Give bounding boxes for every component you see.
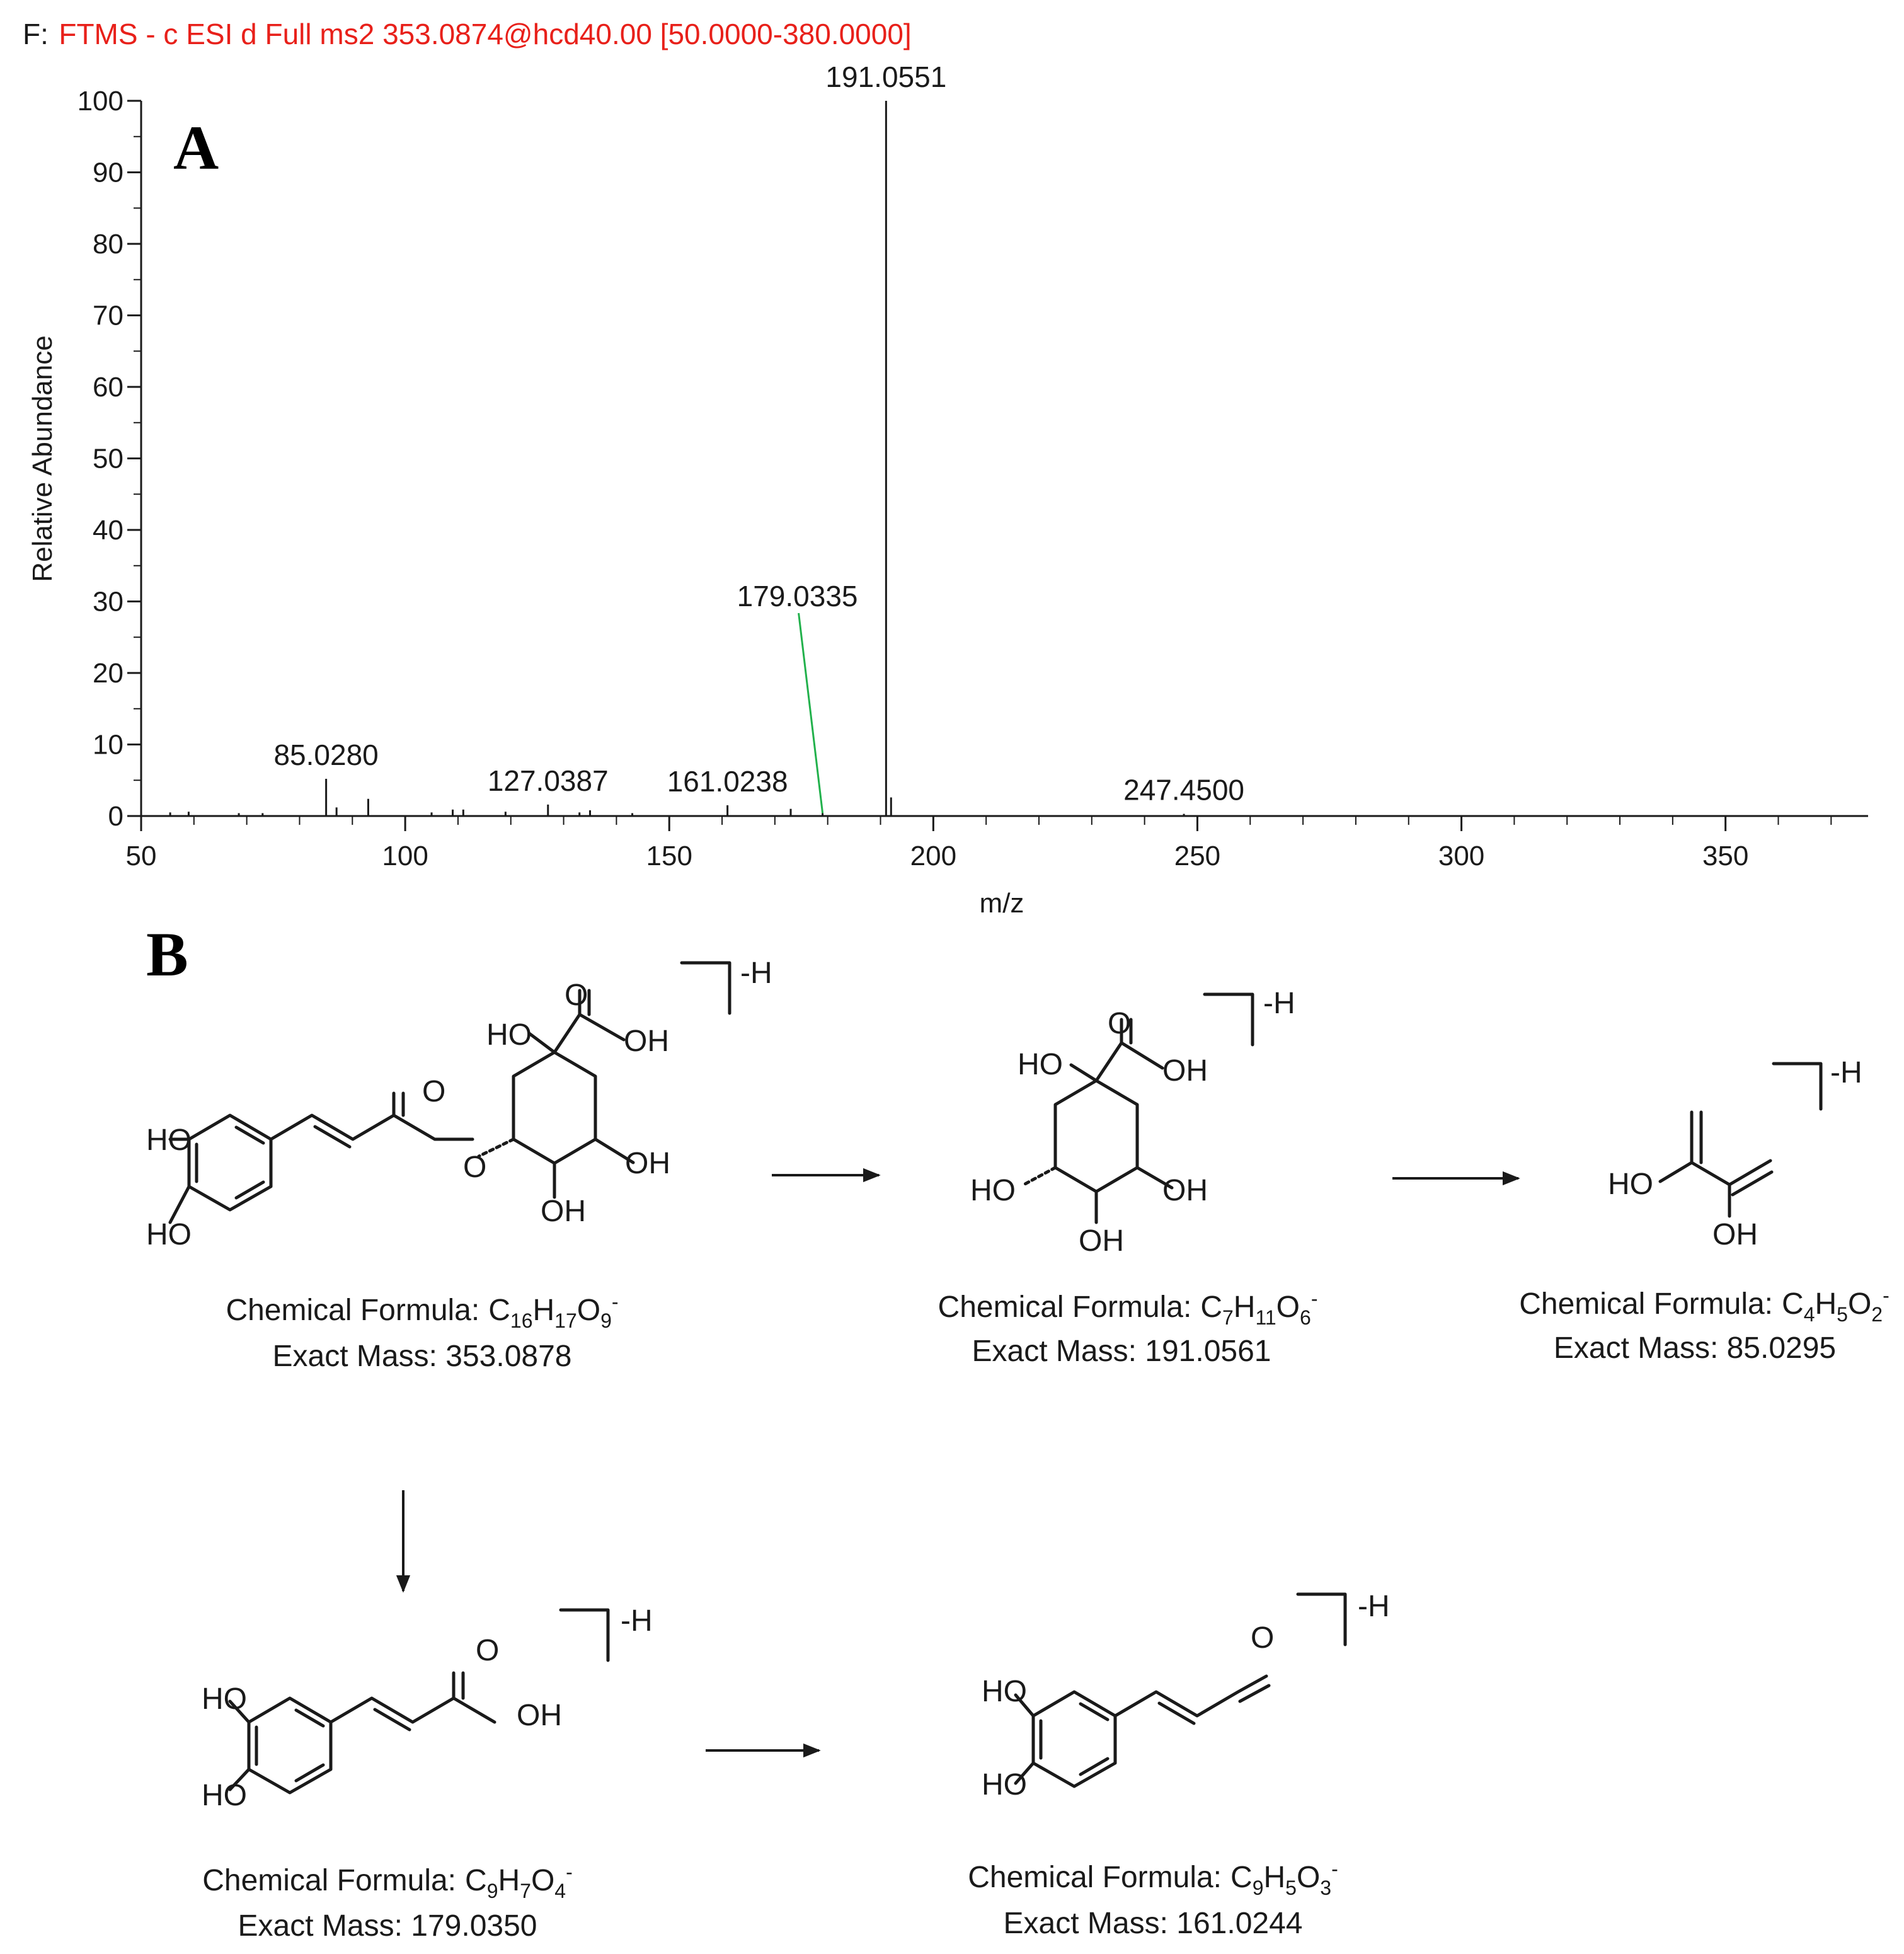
- deprotonated-tag: -H: [1263, 987, 1295, 1020]
- alkene-double-bond: [1159, 1703, 1194, 1723]
- ring-double-bond: [1081, 1759, 1108, 1774]
- atom-label: OH: [1079, 1224, 1124, 1258]
- compound-quinic-acid: [938, 987, 1318, 1368]
- formula-element: C: [1230, 1861, 1253, 1894]
- scan-header-prefix: F:: [23, 18, 49, 50]
- mass-spectrum-chart: [27, 60, 1868, 919]
- exact-mass-quinic-acid: Exact Mass: 191.0561: [972, 1335, 1271, 1368]
- structure-fragment-85: [1608, 1112, 1772, 1251]
- ion-bracket: [1298, 1594, 1345, 1645]
- formula-label: Chemical Formula:: [968, 1861, 1222, 1894]
- spectrum-peaks: [170, 101, 1184, 816]
- formula-count: 6: [1300, 1306, 1311, 1329]
- exact-mass-fragment-161: Exact Mass: 161.0244: [1003, 1907, 1303, 1940]
- formula-label: Chemical Formula:: [1519, 1287, 1774, 1321]
- ring-double-bond: [296, 1710, 323, 1726]
- x-axis-ticks: [126, 816, 1832, 871]
- formula-chlorogenic-acid: [226, 1290, 618, 1332]
- peak-labels: [273, 60, 1244, 813]
- double-bond: [1733, 1172, 1772, 1195]
- formula-element: O: [1276, 1290, 1300, 1324]
- formula-count: 3: [1320, 1876, 1332, 1899]
- atom-label: HO: [202, 1779, 247, 1812]
- formula-element: H: [498, 1864, 520, 1897]
- formula-count: 4: [1803, 1303, 1815, 1326]
- peak-leader-line: [799, 613, 823, 813]
- y-axis-title: Relative Abundance: [27, 335, 58, 582]
- bond: [580, 1014, 624, 1040]
- atom-label: O: [422, 1075, 446, 1108]
- y-tick-label: 0: [108, 801, 123, 832]
- formula-count: 5: [1285, 1876, 1297, 1899]
- y-tick-label: 20: [93, 658, 123, 689]
- y-tick-label: 60: [93, 372, 123, 403]
- atom-label: HO: [486, 1018, 532, 1052]
- compound-fragment-85: [1519, 1056, 1890, 1365]
- x-tick-label: 150: [646, 841, 692, 871]
- structure-quinic-acid: [970, 1007, 1208, 1258]
- atom-label: HO: [202, 1682, 247, 1716]
- atom-label: OH: [517, 1699, 562, 1732]
- scan-header: [23, 18, 912, 50]
- atom-label: O: [565, 979, 588, 1012]
- atom-label: HO: [970, 1174, 1016, 1207]
- formula-element: O: [1847, 1287, 1872, 1321]
- peak-label: 179.0335: [737, 580, 858, 612]
- formula-element: C: [1200, 1290, 1222, 1324]
- atom-label: OH: [1162, 1054, 1208, 1088]
- atom-label: HO: [982, 1768, 1027, 1802]
- x-axis-title: m/z: [979, 888, 1024, 919]
- formula-charge: -: [1331, 1858, 1338, 1880]
- ion-bracket: [1205, 994, 1253, 1045]
- formula-count: 11: [1255, 1306, 1276, 1329]
- formula-charge: -: [1310, 1287, 1318, 1310]
- structure-fragment-161: [982, 1621, 1274, 1802]
- peak-label: 191.0551: [825, 60, 947, 93]
- x-tick-label: 50: [125, 841, 157, 871]
- formula-count: 9: [1252, 1876, 1264, 1899]
- side-chain: [271, 1115, 473, 1139]
- y-tick-label: 50: [93, 443, 123, 474]
- peak-label: 85.0280: [273, 738, 379, 771]
- atom-label: OH: [1162, 1174, 1208, 1207]
- y-tick-label: 100: [77, 86, 123, 117]
- peak-label: 127.0387: [487, 764, 609, 797]
- y-tick-label: 80: [93, 229, 123, 260]
- benzene-ring: [189, 1115, 271, 1210]
- atom-label: OH: [624, 1025, 669, 1058]
- formula-element: H: [532, 1294, 555, 1327]
- atom-label: HO: [146, 1124, 192, 1157]
- ring-double-bond: [236, 1127, 263, 1143]
- y-tick-label: 40: [93, 515, 123, 546]
- ion-bracket: [682, 963, 730, 1013]
- formula-element: H: [1815, 1287, 1837, 1321]
- atom-label: HO: [1608, 1168, 1653, 1201]
- formula-count: 7: [520, 1880, 531, 1902]
- bond: [1121, 1043, 1162, 1068]
- formula-count: 5: [1837, 1303, 1848, 1326]
- formula-element: O: [1296, 1861, 1321, 1894]
- ion-bracket: [561, 1610, 608, 1660]
- double-bond: [1729, 1161, 1770, 1185]
- quinic-ring: [513, 1052, 595, 1163]
- formula-element: C: [465, 1864, 487, 1897]
- formula-charge: -: [611, 1290, 619, 1313]
- formula-charge: -: [566, 1861, 573, 1883]
- deprotonated-tag: -H: [621, 1604, 653, 1638]
- formula-count: 4: [554, 1880, 566, 1902]
- x-tick-label: 200: [910, 841, 957, 871]
- quinic-ring: [1055, 1081, 1137, 1192]
- bond: [1096, 1043, 1121, 1081]
- formula-count: 9: [486, 1880, 498, 1902]
- ring-double-bond: [1081, 1704, 1108, 1720]
- structure-chlorogenic-acid: [146, 979, 670, 1251]
- alkene-double-bond: [315, 1127, 350, 1147]
- ion-bracket: [1774, 1064, 1821, 1109]
- exact-mass-chlorogenic-acid: Exact Mass: 353.0878: [272, 1340, 572, 1373]
- peak-label: 247.4500: [1123, 773, 1245, 807]
- y-tick-label: 30: [93, 586, 123, 618]
- atom-label: O: [1108, 1007, 1132, 1040]
- formula-count: 2: [1871, 1303, 1883, 1326]
- deprotonated-tag: -H: [740, 957, 772, 990]
- panel-label-a: A: [173, 113, 219, 183]
- benzene-ring: [1033, 1692, 1115, 1786]
- atom-label: OH: [1712, 1218, 1758, 1251]
- ring-double-bond: [296, 1765, 323, 1781]
- atom-label: O: [1251, 1621, 1275, 1655]
- formula-fragment-85: [1519, 1284, 1890, 1326]
- formula-count: 9: [600, 1309, 612, 1332]
- alkene-double-bond: [375, 1710, 410, 1730]
- benzene-ring: [249, 1698, 331, 1793]
- panel-label-b: B: [146, 919, 188, 989]
- scan-header-description: FTMS - c ESI d Full ms2 353.0874@hcd40.00 [50.0000-380.0000]: [59, 18, 912, 50]
- formula-label: Chemical Formula:: [938, 1290, 1192, 1324]
- y-axis-ticks: [77, 86, 141, 832]
- x-tick-label: 250: [1174, 841, 1221, 871]
- peak-label: 161.0238: [667, 764, 788, 798]
- formula-caffeic-acid: [202, 1861, 573, 1902]
- atom-label: O: [463, 1151, 487, 1184]
- side-chain: [1115, 1676, 1266, 1716]
- atom-label: HO: [982, 1675, 1027, 1708]
- compound-chlorogenic-acid: [146, 957, 772, 1373]
- formula-label: Chemical Formula:: [226, 1294, 480, 1327]
- bond: [1660, 1163, 1692, 1181]
- deprotonated-tag: -H: [1830, 1056, 1862, 1089]
- formula-count: 16: [510, 1309, 533, 1332]
- formula-quinic-acid: [938, 1287, 1318, 1329]
- structure-caffeic-acid: [202, 1634, 562, 1812]
- formula-element: H: [1233, 1290, 1256, 1324]
- bond: [170, 1187, 189, 1222]
- deprotonated-tag: -H: [1358, 1590, 1390, 1623]
- hashed-bond: [1024, 1168, 1055, 1185]
- x-tick-label: 300: [1438, 841, 1485, 871]
- formula-count: 7: [1222, 1306, 1234, 1329]
- exact-mass-fragment-85: Exact Mass: 85.0295: [1553, 1331, 1837, 1365]
- atom-label: OH: [625, 1147, 670, 1180]
- atom-label: HO: [1018, 1048, 1063, 1081]
- formula-element: O: [530, 1864, 555, 1897]
- exact-mass-caffeic-acid: Exact Mass: 179.0350: [238, 1909, 537, 1943]
- atom-label: HO: [146, 1218, 192, 1251]
- x-tick-label: 350: [1702, 841, 1749, 871]
- y-tick-label: 70: [93, 300, 123, 331]
- formula-element: H: [1263, 1861, 1286, 1894]
- formula-label: Chemical Formula:: [202, 1864, 457, 1897]
- formula-count: 17: [554, 1309, 577, 1332]
- formula-element: C: [1782, 1287, 1804, 1321]
- y-tick-label: 10: [93, 729, 123, 761]
- y-tick-label: 90: [93, 157, 123, 188]
- side-chain: [331, 1698, 495, 1722]
- formula-fragment-161: [968, 1858, 1338, 1899]
- compound-caffeic-acid: [202, 1604, 653, 1943]
- ring-double-bond: [236, 1182, 263, 1198]
- formula-element: O: [576, 1294, 601, 1327]
- bond: [554, 1014, 580, 1052]
- compound-fragment-161: [968, 1590, 1389, 1940]
- bond: [1071, 1065, 1096, 1081]
- atom-label: O: [476, 1634, 500, 1667]
- formula-charge: -: [1883, 1284, 1890, 1307]
- x-tick-label: 100: [382, 841, 428, 871]
- bond: [529, 1033, 554, 1052]
- atom-label: OH: [541, 1195, 586, 1228]
- bond: [1692, 1163, 1729, 1185]
- formula-element: C: [488, 1294, 510, 1327]
